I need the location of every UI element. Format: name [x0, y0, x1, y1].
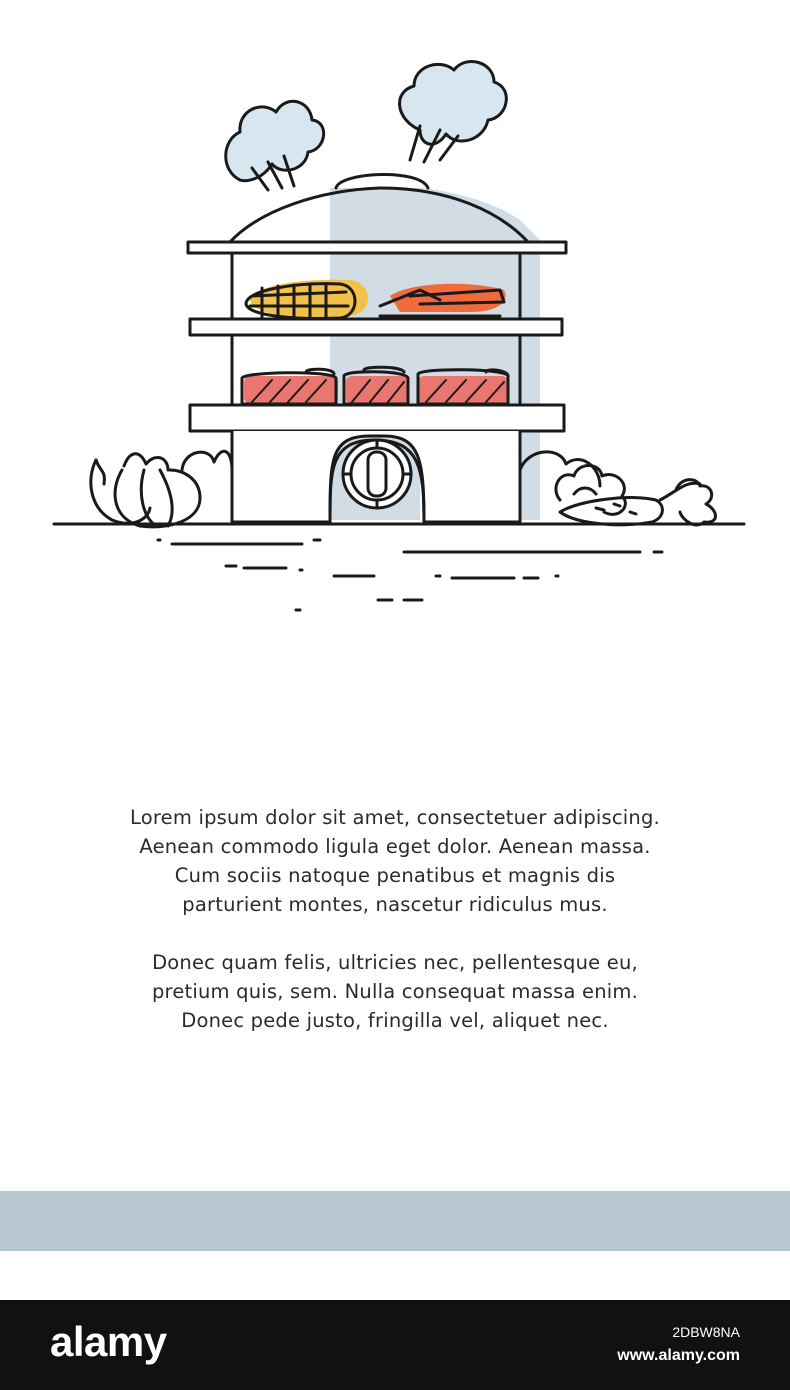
steam-cloud-icon	[226, 101, 324, 190]
text-line: Donec pede justo, fringilla vel, aliquet nec.	[181, 1009, 609, 1032]
food-steamer-illustration	[0, 0, 790, 640]
text-line: Lorem ipsum dolor sit amet, consectetuer adipiscing.	[130, 806, 660, 829]
text-line: Donec quam felis, ultricies nec, pellentesque eu,	[152, 951, 638, 974]
steam-cloud-icon	[400, 61, 507, 162]
body-text	[40, 803, 750, 1035]
text-line: pretium quis, sem. Nulla consequat massa enim.	[151, 980, 639, 1003]
floor-dashes	[158, 540, 662, 610]
paragraph-2	[40, 948, 750, 1035]
corn-icon	[246, 280, 368, 319]
broccoli-icon	[556, 466, 625, 515]
watermark-logo: alamy	[50, 1318, 167, 1365]
image-id-label: 2DBW8NA	[672, 1324, 740, 1340]
text-line: Aenean commodo ligula eget dolor. Aenean massa.	[139, 835, 651, 858]
timer-dial-icon	[343, 440, 411, 508]
text-line: parturient montes, nascetur ridiculus mus.	[182, 893, 608, 916]
accent-band	[0, 1191, 790, 1251]
text-line: Cum sociis natoque penatibus et magnis dis	[174, 864, 616, 887]
carrot-icon	[560, 480, 716, 525]
paragraph-1	[40, 803, 750, 919]
watermark-url: www.alamy.com	[617, 1347, 740, 1364]
